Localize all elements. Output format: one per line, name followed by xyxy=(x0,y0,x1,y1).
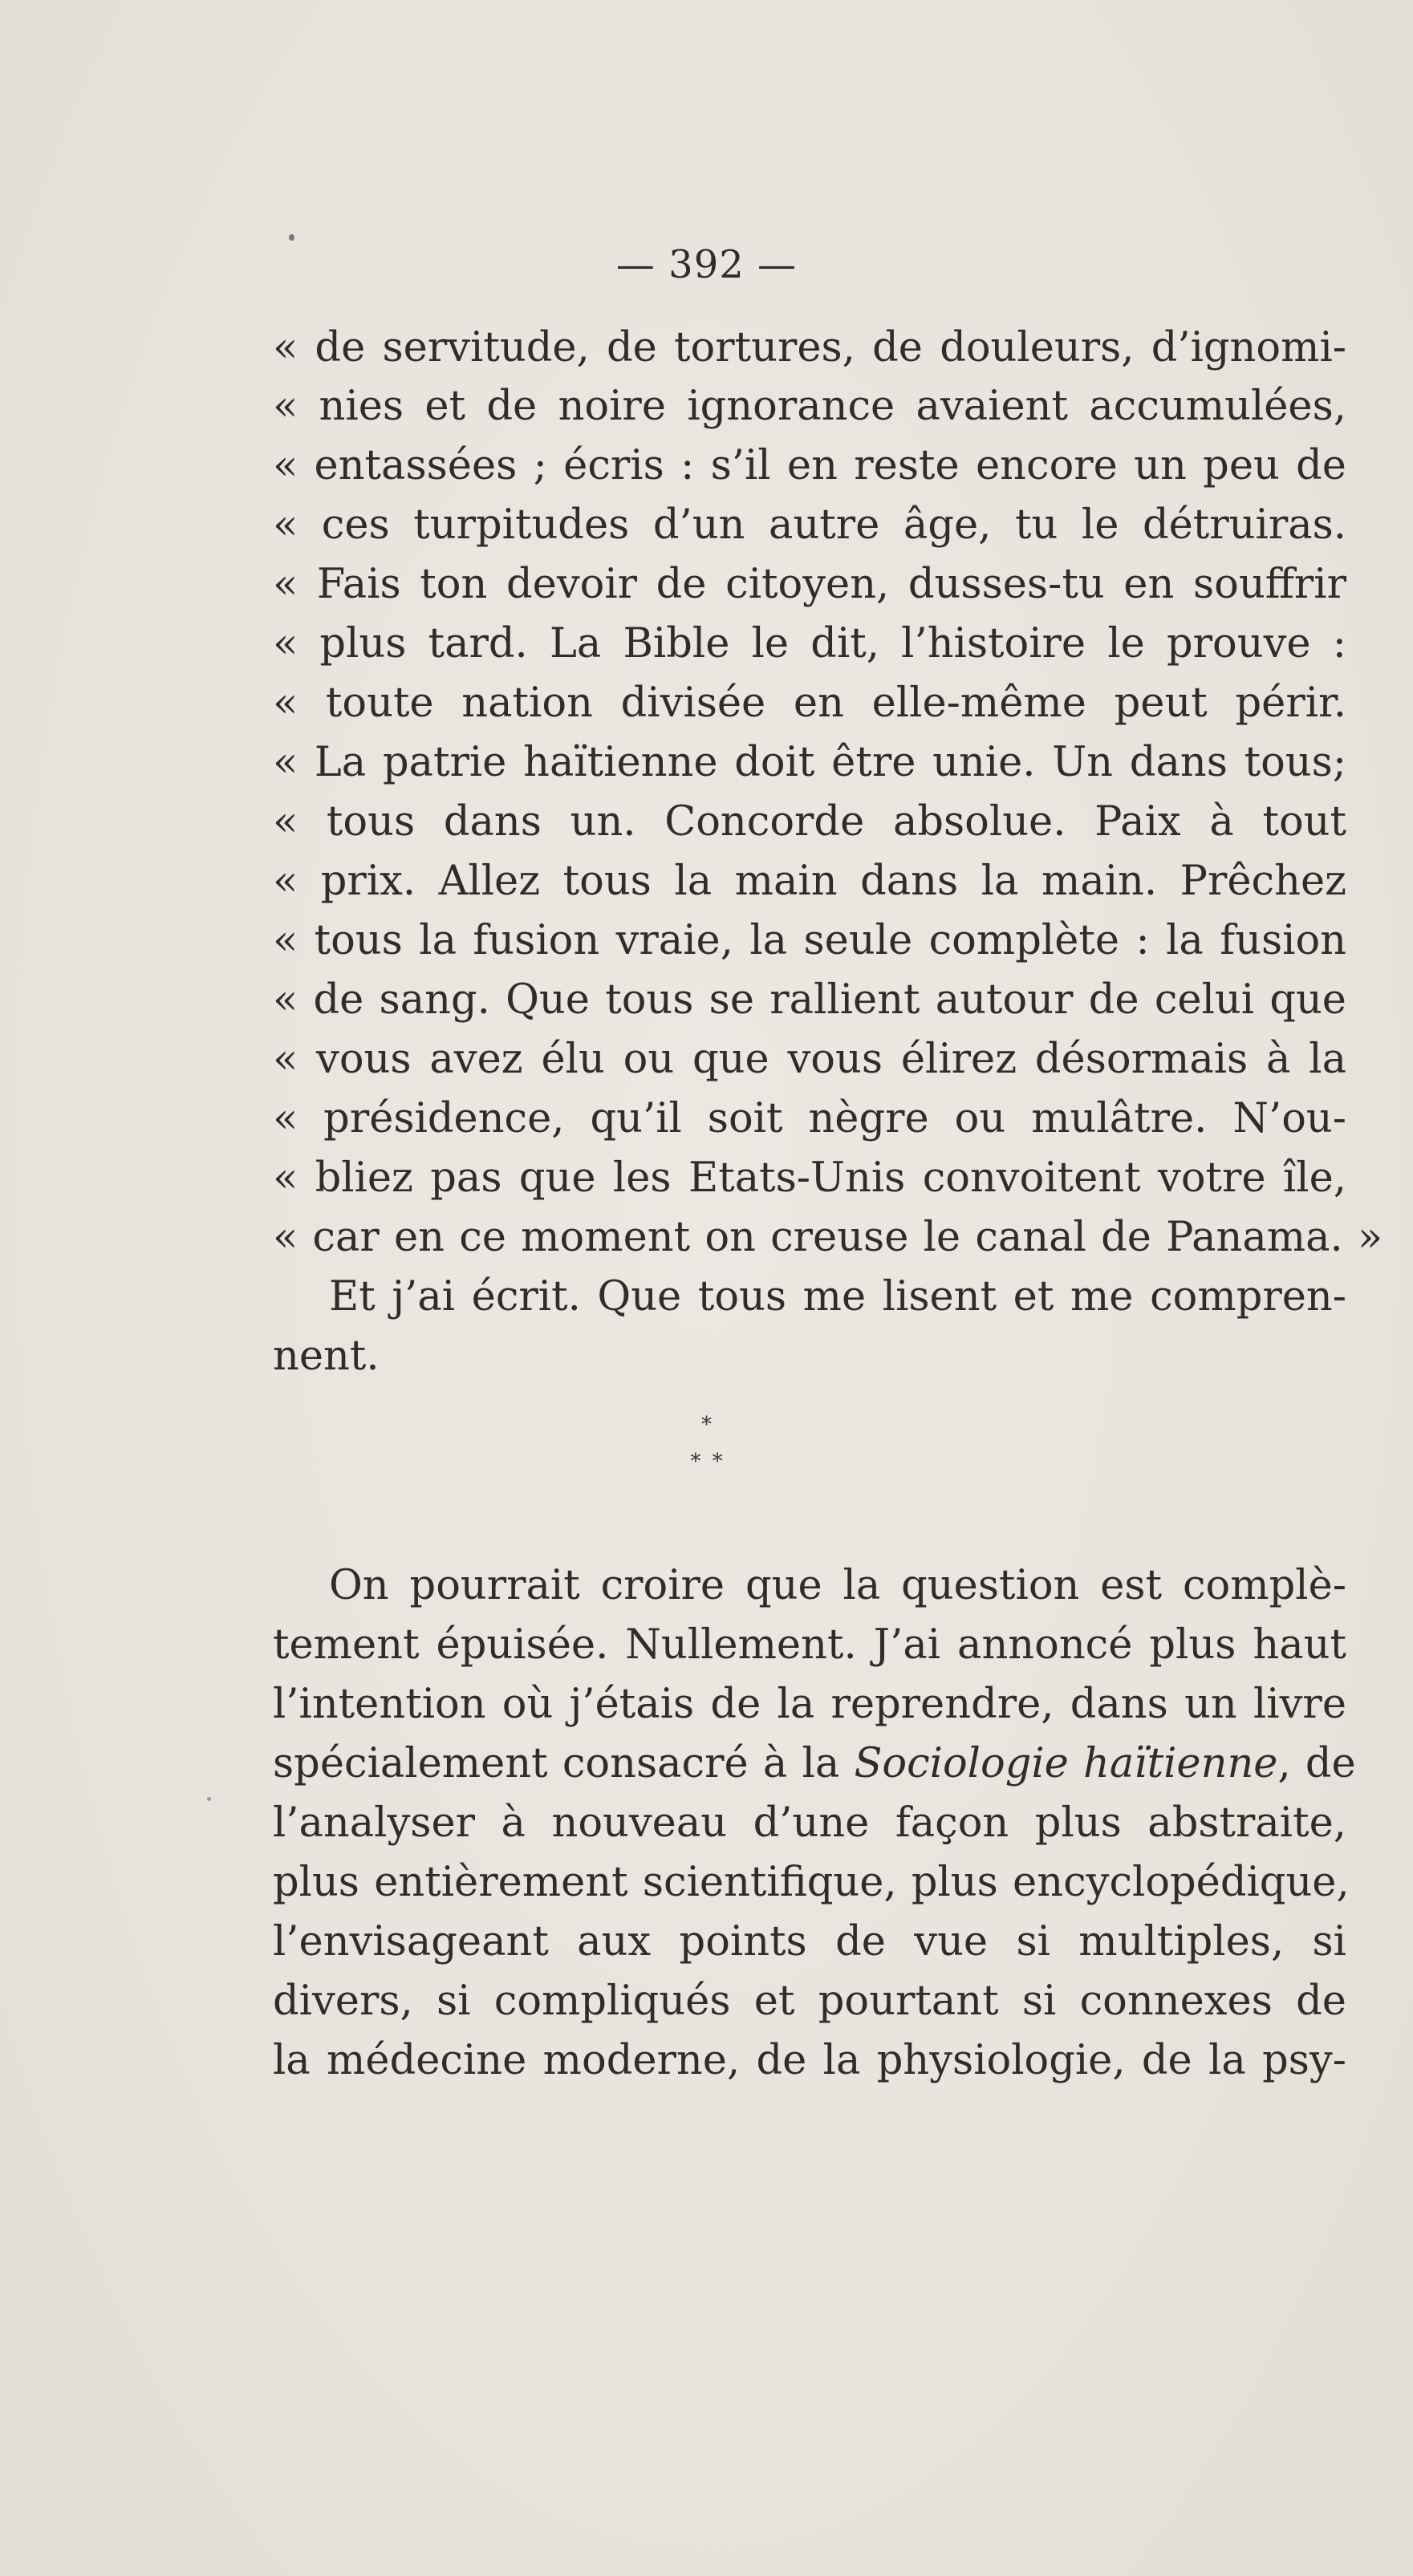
text-line: « entassées ; écris : s’il en reste encore un peu de xyxy=(273,442,1346,489)
text-line: « vous avez élu ou que vous élirez désormais à la xyxy=(273,1036,1346,1083)
page-number: — 392 — xyxy=(615,242,798,287)
text-line: « La patrie haïtienne doit être unie. Un dans tous; xyxy=(273,739,1346,786)
text-line: « de sang. Que tous se rallient autour de celui que xyxy=(273,976,1346,1024)
text-line: « bliez pas que les Etats-Unis convoitent votre île, xyxy=(273,1154,1346,1202)
text-line: « prix. Allez tous la main dans la main. Prêchez xyxy=(273,858,1346,905)
text-line: l’envisageant aux points de vue si multiples, si xyxy=(273,1918,1346,1965)
text-line: « de servitude, de tortures, de douleurs, d’ignomi- xyxy=(273,324,1346,371)
text-line: divers, si compliqués et pourtant si connexes de xyxy=(273,1978,1346,2025)
text-line: Et j’ai écrit. Que tous me lisent et me compren- xyxy=(329,1273,1346,1320)
book-title: Sociologie haïtienne xyxy=(854,1740,1278,1787)
text-line: « présidence, qu’il soit nègre ou mulâtre. N’ou- xyxy=(273,1095,1346,1142)
text-line: l’intention où j’étais de la reprendre, dans un livre xyxy=(273,1681,1346,1728)
text-line: tement épuisée. Nullement. J’ai annoncé plus haut xyxy=(273,1621,1346,1669)
text-line: « plus tard. La Bible le dit, l’histoire le prouve : xyxy=(273,620,1346,667)
text-line: « ces turpitudes d’un autre âge, tu le détruiras. xyxy=(273,501,1346,549)
section-asterism-bottom: * * xyxy=(690,1450,723,1474)
text-line: plus entièrement scientifique, plus encyclopédique, xyxy=(273,1859,1350,1906)
ink-speck xyxy=(207,1797,211,1801)
text-line: « tous la fusion vraie, la seule complète : la fusion xyxy=(273,917,1346,964)
text-line: On pourrait croire que la question est complè- xyxy=(329,1562,1346,1609)
text-line: la médecine moderne, de la physiologie, de la psy- xyxy=(273,2037,1346,2084)
ink-speck xyxy=(289,234,294,241)
section-asterism-top: * xyxy=(701,1413,712,1437)
text-line: l’analyser à nouveau d’une façon plus abstraite, xyxy=(273,1799,1346,1847)
text-line: nent. xyxy=(273,1333,380,1380)
text-line: « tous dans un. Concorde absolue. Paix à tout xyxy=(273,798,1346,846)
text-segment: spécialement consacré à la xyxy=(273,1740,855,1787)
text-line: « Fais ton devoir de citoyen, dusses-tu en souffrir xyxy=(273,561,1346,608)
text-line xyxy=(273,1739,1356,1789)
text-line: « toute nation divisée en elle-même peut périr. xyxy=(273,679,1346,727)
text-line: « nies et de noire ignorance avaient accumulées, xyxy=(273,383,1346,430)
text-segment: , de xyxy=(1277,1740,1356,1787)
text-line: « car en ce moment on creuse le canal de Panama. » xyxy=(273,1214,1383,1261)
